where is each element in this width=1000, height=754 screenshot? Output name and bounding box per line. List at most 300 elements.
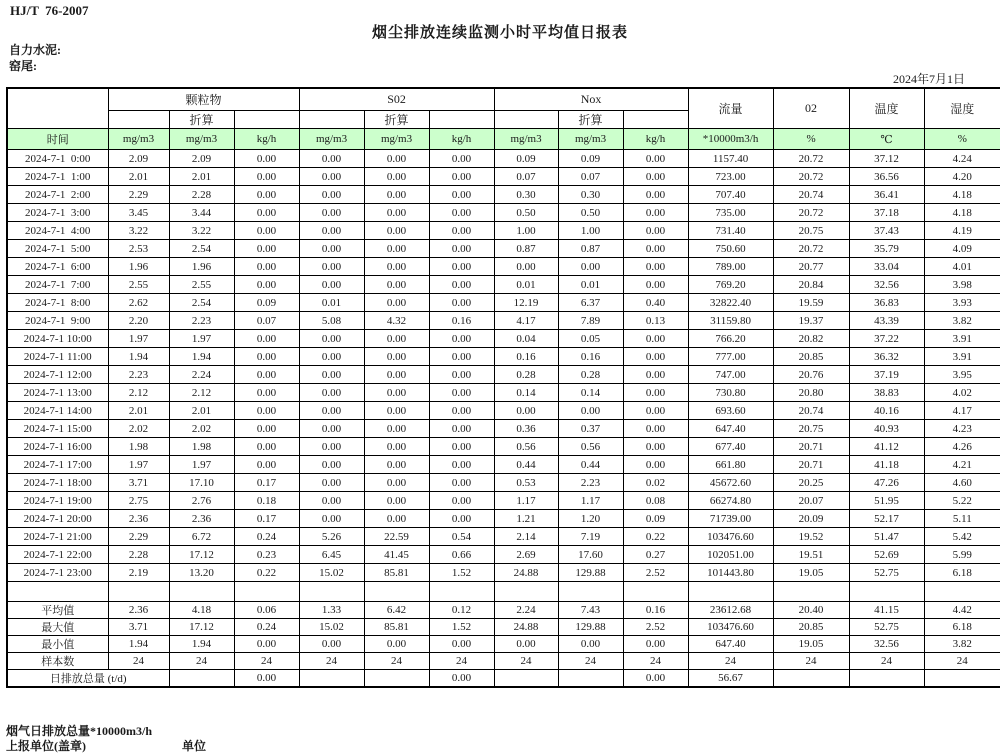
value-cell: 20.72: [773, 150, 849, 168]
value-cell: 0.00: [364, 186, 429, 204]
empty-cell: [429, 582, 494, 602]
value-cell: 0.00: [299, 384, 364, 402]
value-cell: 1.20: [558, 510, 623, 528]
zhesuan-header-3: 折算: [558, 111, 623, 129]
table-row: [7, 168, 1000, 186]
value-cell: 4.42: [924, 602, 1000, 619]
value-cell: 20.72: [773, 168, 849, 186]
time-cell: 2024-7-1 14:00: [7, 402, 108, 420]
value-cell: 24: [364, 653, 429, 670]
value-cell: 4.01: [924, 258, 1000, 276]
value-cell: 24: [849, 653, 924, 670]
value-cell: 0.00: [299, 186, 364, 204]
value-cell: 766.20: [688, 330, 773, 348]
value-cell: 0.00: [623, 186, 688, 204]
value-cell: 51.47: [849, 528, 924, 546]
value-cell: 0.00: [299, 276, 364, 294]
value-cell: 0.00: [234, 258, 299, 276]
value-cell: 24: [234, 653, 299, 670]
value-cell: 0.00: [234, 384, 299, 402]
daily-total-cell: [169, 670, 234, 688]
value-cell: 0.00: [364, 276, 429, 294]
value-cell: 0.00: [299, 438, 364, 456]
value-cell: 5.99: [924, 546, 1000, 564]
scalar-header-4: 湿度: [924, 88, 1000, 129]
value-cell: 2.55: [108, 276, 169, 294]
empty-cell: [108, 582, 169, 602]
value-cell: 0.01: [494, 276, 558, 294]
time-cell: 2024-7-1 22:00: [7, 546, 108, 564]
value-cell: 3.45: [108, 204, 169, 222]
time-cell: 2024-7-1 13:00: [7, 384, 108, 402]
value-cell: 2.24: [169, 366, 234, 384]
value-cell: 103476.60: [688, 619, 773, 636]
value-cell: 0.00: [234, 348, 299, 366]
value-cell: 0.00: [623, 258, 688, 276]
value-cell: 4.02: [924, 384, 1000, 402]
value-cell: 32.56: [849, 636, 924, 653]
table-row: [7, 312, 1000, 330]
value-cell: 6.18: [924, 619, 1000, 636]
value-cell: 24: [924, 653, 1000, 670]
table-row: [7, 294, 1000, 312]
value-cell: 129.88: [558, 564, 623, 582]
table-row: [7, 204, 1000, 222]
value-cell: 0.00: [429, 222, 494, 240]
value-cell: 0.00: [299, 258, 364, 276]
value-cell: 0.08: [623, 492, 688, 510]
value-cell: 4.32: [364, 312, 429, 330]
value-cell: 4.17: [924, 402, 1000, 420]
value-cell: 0.00: [299, 150, 364, 168]
value-cell: 0.00: [364, 330, 429, 348]
value-cell: 24: [623, 653, 688, 670]
value-cell: 3.82: [924, 312, 1000, 330]
value-cell: 0.22: [623, 528, 688, 546]
group-sub-blank: [623, 111, 688, 129]
value-cell: 52.75: [849, 564, 924, 582]
table-row: [7, 528, 1000, 546]
value-cell: 0.28: [494, 366, 558, 384]
value-cell: 19.59: [773, 294, 849, 312]
value-cell: 52.69: [849, 546, 924, 564]
value-cell: 19.05: [773, 564, 849, 582]
value-cell: 37.43: [849, 222, 924, 240]
value-cell: 0.00: [234, 150, 299, 168]
value-cell: 6.72: [169, 528, 234, 546]
value-cell: 3.71: [108, 619, 169, 636]
value-cell: 2.24: [494, 602, 558, 619]
value-cell: 1.97: [169, 330, 234, 348]
value-cell: 0.00: [234, 636, 299, 653]
value-cell: 2.14: [494, 528, 558, 546]
time-cell: 2024-7-1 21:00: [7, 528, 108, 546]
value-cell: 6.37: [558, 294, 623, 312]
value-cell: 0.56: [494, 438, 558, 456]
value-cell: 0.54: [429, 528, 494, 546]
value-cell: 769.20: [688, 276, 773, 294]
value-cell: 31159.80: [688, 312, 773, 330]
value-cell: 0.13: [623, 312, 688, 330]
value-cell: 0.00: [429, 240, 494, 258]
value-cell: 5.42: [924, 528, 1000, 546]
value-cell: 17.12: [169, 546, 234, 564]
value-cell: 0.30: [558, 186, 623, 204]
value-cell: 0.00: [234, 330, 299, 348]
value-cell: 0.44: [494, 456, 558, 474]
value-cell: 3.93: [924, 294, 1000, 312]
value-cell: 24: [688, 653, 773, 670]
value-cell: 0.00: [429, 168, 494, 186]
value-cell: 20.85: [773, 348, 849, 366]
value-cell: 37.22: [849, 330, 924, 348]
value-cell: 2.76: [169, 492, 234, 510]
value-cell: 2.54: [169, 294, 234, 312]
value-cell: 6.18: [924, 564, 1000, 582]
value-cell: 85.81: [364, 564, 429, 582]
value-cell: 20.71: [773, 456, 849, 474]
value-cell: 1.94: [169, 636, 234, 653]
value-cell: 0.00: [234, 240, 299, 258]
value-cell: 19.05: [773, 636, 849, 653]
time-cell: 2024-7-1 11:00: [7, 348, 108, 366]
time-cell: 2024-7-1 10:00: [7, 330, 108, 348]
time-cell: 2024-7-1 0:00: [7, 150, 108, 168]
footer-signature-row: [6, 737, 207, 754]
table-row: [7, 438, 1000, 456]
table-row: [7, 276, 1000, 294]
value-cell: 1.97: [169, 456, 234, 474]
value-cell: 41.18: [849, 456, 924, 474]
value-cell: 103476.60: [688, 528, 773, 546]
value-cell: 1.98: [108, 438, 169, 456]
value-cell: 0.00: [234, 222, 299, 240]
unit-header: mg/m3: [169, 129, 234, 150]
value-cell: 0.09: [558, 150, 623, 168]
unit-header: mg/m3: [494, 129, 558, 150]
value-cell: 0.00: [234, 168, 299, 186]
daily-total-cell: [773, 670, 849, 688]
value-cell: 7.19: [558, 528, 623, 546]
value-cell: 36.83: [849, 294, 924, 312]
table-row: [7, 420, 1000, 438]
table-row: [7, 546, 1000, 564]
value-cell: 0.09: [234, 294, 299, 312]
value-cell: 0.00: [623, 636, 688, 653]
value-cell: 4.09: [924, 240, 1000, 258]
daily-total-cell: [924, 670, 1000, 688]
table-row: [7, 619, 1000, 636]
value-cell: 20.71: [773, 438, 849, 456]
value-cell: 35.79: [849, 240, 924, 258]
value-cell: 1.00: [494, 222, 558, 240]
value-cell: 0.07: [494, 168, 558, 186]
value-cell: 4.24: [924, 150, 1000, 168]
value-cell: 0.00: [364, 636, 429, 653]
value-cell: 0.50: [558, 204, 623, 222]
table-row: [7, 384, 1000, 402]
time-header-spacer: [7, 88, 108, 129]
value-cell: 33.04: [849, 258, 924, 276]
value-cell: 0.18: [234, 492, 299, 510]
value-cell: 0.00: [429, 402, 494, 420]
value-cell: 0.00: [299, 204, 364, 222]
value-cell: 0.00: [429, 186, 494, 204]
unit-header: mg/m3: [558, 129, 623, 150]
value-cell: 0.01: [299, 294, 364, 312]
value-cell: 1157.40: [688, 150, 773, 168]
value-cell: 5.11: [924, 510, 1000, 528]
report-unit-label: 上报单位(盖章): [6, 739, 86, 753]
unit-header: %: [773, 129, 849, 150]
value-cell: 3.22: [169, 222, 234, 240]
table-row: [7, 653, 1000, 670]
value-cell: 0.17: [234, 474, 299, 492]
value-cell: 0.12: [429, 602, 494, 619]
value-cell: 4.18: [169, 602, 234, 619]
value-cell: 2.52: [623, 564, 688, 582]
value-cell: 0.00: [558, 402, 623, 420]
time-cell: 2024-7-1 23:00: [7, 564, 108, 582]
value-cell: 4.21: [924, 456, 1000, 474]
table-row: [7, 582, 1000, 602]
group-sub-blank: [429, 111, 494, 129]
value-cell: 6.45: [299, 546, 364, 564]
value-cell: 647.40: [688, 636, 773, 653]
group-header-2: S02: [299, 88, 494, 111]
value-cell: 2.23: [558, 474, 623, 492]
value-cell: 0.00: [429, 366, 494, 384]
group-sub-blank: [494, 111, 558, 129]
value-cell: 0.00: [299, 366, 364, 384]
value-cell: 0.00: [364, 150, 429, 168]
value-cell: 0.00: [429, 348, 494, 366]
table-row: [7, 510, 1000, 528]
time-cell: 2024-7-1 2:00: [7, 186, 108, 204]
empty-cell: [623, 582, 688, 602]
value-cell: 0.00: [364, 204, 429, 222]
value-cell: 0.00: [429, 204, 494, 222]
table-row: [7, 636, 1000, 653]
value-cell: 0.00: [364, 258, 429, 276]
value-cell: 750.60: [688, 240, 773, 258]
value-cell: 0.00: [299, 168, 364, 186]
value-cell: 0.00: [364, 366, 429, 384]
value-cell: 0.00: [364, 384, 429, 402]
value-cell: 0.00: [364, 402, 429, 420]
value-cell: 37.12: [849, 150, 924, 168]
value-cell: 2.53: [108, 240, 169, 258]
unit-header: mg/m3: [108, 129, 169, 150]
value-cell: 0.23: [234, 546, 299, 564]
value-cell: 0.00: [234, 420, 299, 438]
scalar-header-3: 温度: [849, 88, 924, 129]
value-cell: 731.40: [688, 222, 773, 240]
value-cell: 0.00: [429, 438, 494, 456]
time-cell: 2024-7-1 15:00: [7, 420, 108, 438]
value-cell: 0.00: [494, 258, 558, 276]
value-cell: 12.19: [494, 294, 558, 312]
value-cell: 2.36: [108, 602, 169, 619]
value-cell: 1.17: [494, 492, 558, 510]
value-cell: 0.28: [558, 366, 623, 384]
value-cell: 0.14: [494, 384, 558, 402]
empty-cell: [558, 582, 623, 602]
unit-header: kg/h: [623, 129, 688, 150]
report-date: 2024年7月1日: [892, 72, 965, 86]
value-cell: 2.36: [169, 510, 234, 528]
value-cell: 0.00: [558, 636, 623, 653]
group-header-3: Nox: [494, 88, 688, 111]
value-cell: 15.02: [299, 619, 364, 636]
daily-total-cell: [299, 670, 364, 688]
value-cell: 36.41: [849, 186, 924, 204]
unit-header: kg/h: [234, 129, 299, 150]
value-cell: 0.09: [494, 150, 558, 168]
table-row: [7, 474, 1000, 492]
value-cell: 0.24: [234, 619, 299, 636]
value-cell: 3.22: [108, 222, 169, 240]
value-cell: 24: [299, 653, 364, 670]
value-cell: 0.00: [623, 420, 688, 438]
value-cell: 0.00: [429, 636, 494, 653]
daily-total-cell: [558, 670, 623, 688]
value-cell: 723.00: [688, 168, 773, 186]
value-cell: 20.82: [773, 330, 849, 348]
value-cell: 0.00: [234, 204, 299, 222]
value-cell: 24: [558, 653, 623, 670]
value-cell: 20.75: [773, 222, 849, 240]
value-cell: 0.00: [429, 276, 494, 294]
value-cell: 0.00: [623, 366, 688, 384]
value-cell: 4.20: [924, 168, 1000, 186]
value-cell: 0.04: [494, 330, 558, 348]
value-cell: 0.40: [623, 294, 688, 312]
value-cell: 0.53: [494, 474, 558, 492]
value-cell: 85.81: [364, 619, 429, 636]
value-cell: 5.22: [924, 492, 1000, 510]
unit-label: 单位: [182, 739, 207, 753]
value-cell: 2.29: [108, 528, 169, 546]
value-cell: 20.09: [773, 510, 849, 528]
empty-cell: [234, 582, 299, 602]
table-row: [7, 222, 1000, 240]
value-cell: 0.00: [299, 456, 364, 474]
value-cell: 2.23: [169, 312, 234, 330]
value-cell: 2.62: [108, 294, 169, 312]
value-cell: 52.75: [849, 619, 924, 636]
value-cell: 0.09: [623, 510, 688, 528]
table-row: [7, 240, 1000, 258]
value-cell: 24: [773, 653, 849, 670]
value-cell: 0.00: [623, 150, 688, 168]
value-cell: 0.00: [429, 330, 494, 348]
value-cell: 0.16: [494, 348, 558, 366]
time-cell: 2024-7-1 19:00: [7, 492, 108, 510]
value-cell: 3.91: [924, 330, 1000, 348]
value-cell: 24.88: [494, 619, 558, 636]
value-cell: 17.10: [169, 474, 234, 492]
company-label: 自力水泥:: [9, 43, 61, 57]
value-cell: 0.37: [558, 420, 623, 438]
empty-cell: [688, 582, 773, 602]
value-cell: 2.01: [169, 168, 234, 186]
unit-header: *10000m3/h: [688, 129, 773, 150]
unit-header: %: [924, 129, 1000, 150]
value-cell: 0.00: [364, 438, 429, 456]
value-cell: 101443.80: [688, 564, 773, 582]
value-cell: 37.18: [849, 204, 924, 222]
table-row: [7, 129, 1000, 150]
value-cell: 0.00: [299, 636, 364, 653]
value-cell: 20.72: [773, 204, 849, 222]
value-cell: 0.00: [299, 402, 364, 420]
empty-cell: [849, 582, 924, 602]
time-header: 时间: [7, 129, 108, 150]
value-cell: 24: [429, 653, 494, 670]
value-cell: 0.00: [299, 510, 364, 528]
value-cell: 0.00: [364, 240, 429, 258]
value-cell: 2.54: [169, 240, 234, 258]
table-row: [7, 602, 1000, 619]
value-cell: 3.98: [924, 276, 1000, 294]
value-cell: 3.71: [108, 474, 169, 492]
value-cell: 41.45: [364, 546, 429, 564]
value-cell: 0.00: [623, 240, 688, 258]
value-cell: 1.97: [108, 456, 169, 474]
value-cell: 20.75: [773, 420, 849, 438]
value-cell: 47.26: [849, 474, 924, 492]
value-cell: 3.95: [924, 366, 1000, 384]
value-cell: 0.36: [494, 420, 558, 438]
time-cell: 2024-7-1 7:00: [7, 276, 108, 294]
value-cell: 0.00: [429, 510, 494, 528]
value-cell: 22.59: [364, 528, 429, 546]
table-row: [7, 88, 1000, 111]
value-cell: 0.00: [364, 222, 429, 240]
value-cell: 0.00: [364, 348, 429, 366]
value-cell: 0.87: [494, 240, 558, 258]
value-cell: 0.01: [558, 276, 623, 294]
group-header-1: 颗粒物: [108, 88, 299, 111]
time-cell: 2024-7-1 9:00: [7, 312, 108, 330]
value-cell: 0.44: [558, 456, 623, 474]
table-row: [7, 366, 1000, 384]
value-cell: 2.01: [108, 402, 169, 420]
value-cell: 66274.80: [688, 492, 773, 510]
value-cell: 0.00: [364, 492, 429, 510]
value-cell: 0.00: [364, 420, 429, 438]
value-cell: 1.52: [429, 564, 494, 582]
value-cell: 747.00: [688, 366, 773, 384]
value-cell: 0.00: [623, 348, 688, 366]
value-cell: 19.51: [773, 546, 849, 564]
empty-cell: [773, 582, 849, 602]
value-cell: 38.83: [849, 384, 924, 402]
value-cell: 0.00: [623, 402, 688, 420]
value-cell: 707.40: [688, 186, 773, 204]
empty-cell: [494, 582, 558, 602]
value-cell: 1.98: [169, 438, 234, 456]
value-cell: 0.00: [429, 420, 494, 438]
value-cell: 17.12: [169, 619, 234, 636]
daily-total-cell: [849, 670, 924, 688]
value-cell: 0.00: [299, 330, 364, 348]
value-cell: 2.01: [169, 402, 234, 420]
value-cell: 0.00: [299, 474, 364, 492]
location-label: 窑尾:: [9, 59, 37, 73]
value-cell: 0.00: [234, 186, 299, 204]
